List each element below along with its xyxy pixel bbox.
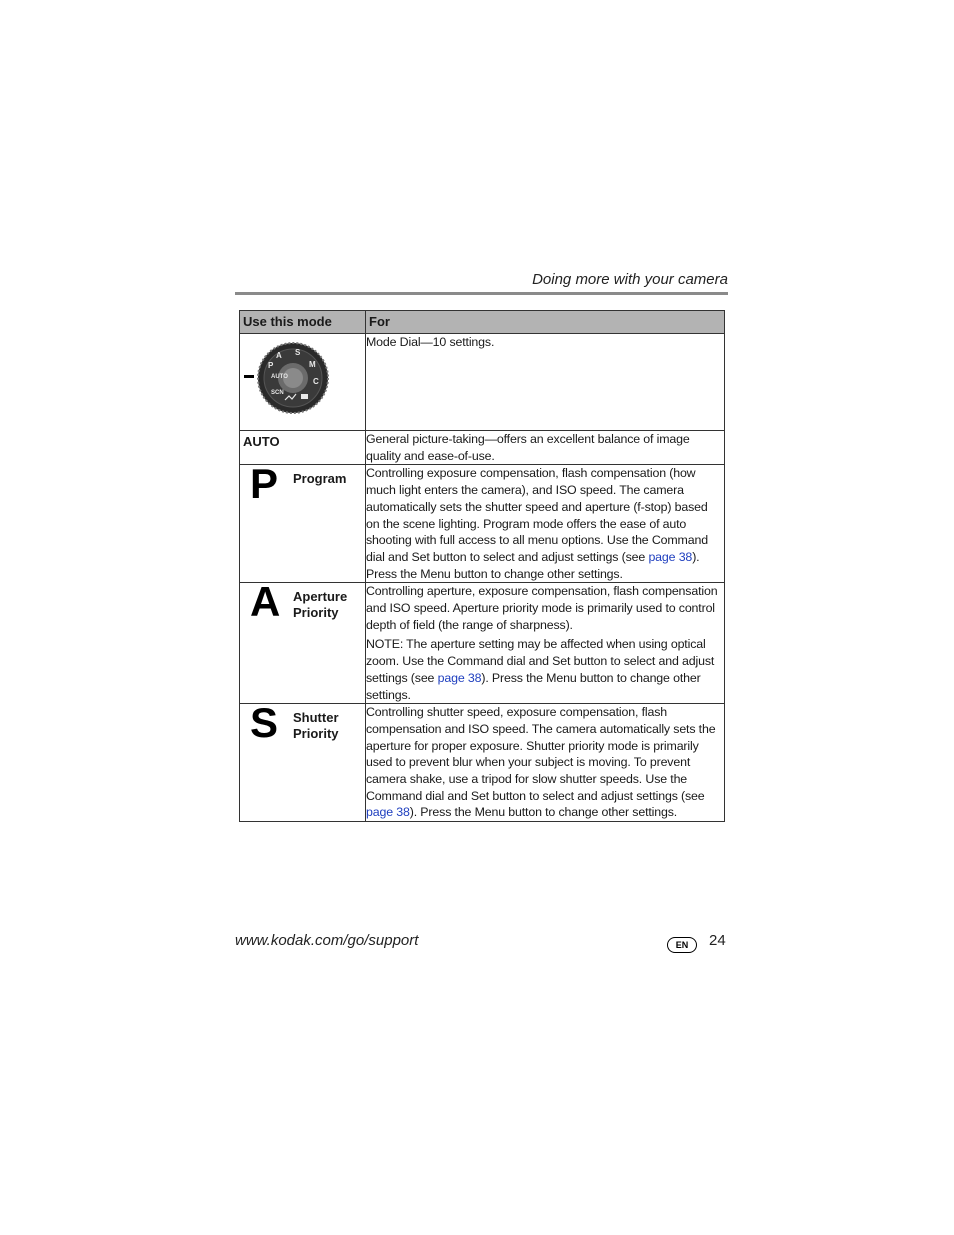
mode-dial-icon	[257, 342, 329, 414]
table-header-row	[240, 311, 725, 334]
shutter-description: Controlling shutter speed, exposure compensation, flash compensation and ISO speed. The camera automatically sets the aperture for proper exposure. Shutter priority mode is primarily used to prevent blur when your subject is moving. To prevent camera shake, use a tripod for slow shutter speeds. Use the Command dial and Set button to select and adjust settings (see page 38). Press the Menu button to change other settings.	[366, 705, 716, 820]
header-divider	[235, 292, 728, 295]
page-38-link[interactable]: page 38	[648, 549, 693, 564]
dial-label-m: M	[309, 360, 316, 369]
dial-label-s: S	[295, 348, 301, 357]
page-38-link[interactable]: page 38	[437, 670, 482, 685]
page-header-title: Doing more with your camera	[532, 271, 728, 288]
shutter-mode-label: Shutter Priority	[293, 710, 339, 742]
mode-dial-description	[366, 334, 725, 431]
program-mode-cell	[240, 460, 366, 583]
program-letter-icon: P	[250, 460, 279, 508]
column-header-for: For	[366, 311, 725, 334]
support-url[interactable]: www.kodak.com/go/support	[235, 932, 419, 949]
auto-description-cell	[366, 431, 725, 465]
dial-pointer-mark	[244, 375, 254, 378]
shutter-letter-icon: S	[250, 699, 279, 747]
program-description: Controlling exposure compensation, flash compensation (how much light enters the camera), and ISO speed. The camera automatically sets the shutter speed and aperture (f-stop) based on the scene lighting. Program mode offers the ease of auto shooting with full access to all menu options. Use the Command dial and Set button to select and adjust settings (see page 38). Press the Menu button to change other settings.	[366, 466, 708, 581]
dial-label-auto: AUTO	[271, 374, 288, 380]
mode-dial-text: Mode Dial—10 settings.	[366, 335, 495, 349]
table-row-auto	[240, 431, 725, 465]
program-mode-label: Program	[293, 471, 347, 487]
auto-description: General picture-taking—offers an excellent balance of image quality and ease-of-use.	[366, 432, 690, 463]
column-header-mode: Use this mode	[240, 311, 366, 334]
aperture-note: NOTE: The aperture setting may be affected when using optical zoom. Use the Command dial and Set button to select and adjust settings (see page 38). Press the Menu button to change other settings.	[366, 637, 715, 702]
page-number: 24	[709, 932, 726, 949]
aperture-description-cell	[366, 583, 725, 704]
language-badge: EN	[667, 937, 697, 953]
aperture-description: Controlling aperture, exposure compensation, flash compensation and ISO speed. Aperture priority mode is primarily used to control depth of field (the range of sharpness).	[366, 584, 718, 632]
dial-label-c: C	[313, 377, 319, 386]
auto-mode-label: AUTO	[243, 434, 280, 449]
shutter-description-cell	[366, 704, 725, 822]
table-row-aperture-priority	[240, 583, 725, 704]
table-row-mode-dial	[240, 334, 725, 431]
program-description-cell	[366, 465, 725, 583]
aperture-mode-label: Aperture Priority	[293, 589, 348, 621]
dial-label-scn: SCN	[271, 390, 284, 396]
aperture-mode-cell	[240, 578, 366, 704]
dial-label-a: A	[276, 351, 282, 360]
shutter-mode-cell	[240, 699, 366, 822]
mode-table	[239, 310, 725, 822]
table-row-program	[240, 465, 725, 583]
page-38-link[interactable]: page 38	[366, 805, 410, 820]
table-row-shutter-priority	[240, 704, 725, 822]
aperture-letter-icon: A	[250, 578, 281, 626]
dial-label-p: P	[268, 361, 274, 370]
mode-dial-cell	[240, 334, 366, 431]
